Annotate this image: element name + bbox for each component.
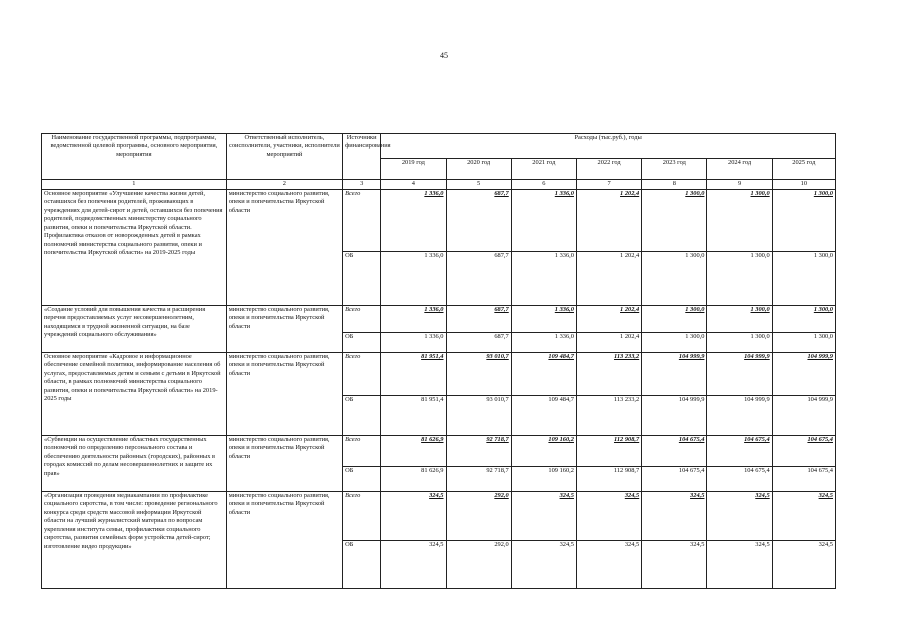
activity-name: «Организация проведения медиакампании по профилактике социального сиротства, в том числе: проведение регионального конкурса среди средств массовой информации Иркутской области на лучший журналистский материал по вопросам укрепления института семьи, профилактики социального сиротства, развития семейных форм устройства детей-сирот; изготовление видео продукции» <box>42 492 227 589</box>
funding-source-ob: ОБ <box>343 396 381 436</box>
ob-value: 324,5 <box>511 541 576 589</box>
ob-value: 324,5 <box>772 541 835 589</box>
budget-table <box>41 133 836 589</box>
total-value: 81 951,4 <box>381 353 446 396</box>
total-value: 1 300,0 <box>772 190 835 252</box>
ob-value: 324,5 <box>642 541 707 589</box>
total-value: 324,5 <box>707 492 772 541</box>
ob-value: 1 300,0 <box>642 333 707 353</box>
column-number: 1 <box>42 180 227 190</box>
column-number: 7 <box>576 180 641 190</box>
ob-value: 1 336,0 <box>511 333 576 353</box>
column-number: 5 <box>446 180 511 190</box>
total-value: 324,5 <box>511 492 576 541</box>
header-year: 2019 год <box>381 159 446 180</box>
funding-source-total: Всего <box>343 190 381 252</box>
ob-value: 1 202,4 <box>576 333 641 353</box>
total-value: 1 336,0 <box>381 306 446 333</box>
total-value: 1 300,0 <box>707 190 772 252</box>
total-value: 1 336,0 <box>511 190 576 252</box>
funding-source-ob: ОБ <box>343 467 381 492</box>
activity-name: Основное мероприятие «Улучшение качества жизни детей, оставшихся без попечения родителей, проживающих в учреждениях для детей-сирот и детей, оставшихся без попечения родителей, подведомственных министерству социального развития, опеки и попечительства Иркутской области. Профилактика отказов от новорожденных детей в рамках полномочий министерства социального развития, опеки и попечительства Иркутской области» на 2019-2025 годы <box>42 190 227 306</box>
ob-value: 104 999,9 <box>772 396 835 436</box>
ob-value: 1 336,0 <box>511 252 576 306</box>
table-row <box>42 190 836 252</box>
ob-value: 109 160,2 <box>511 467 576 492</box>
total-value: 1 300,0 <box>707 306 772 333</box>
ob-value: 81 626,9 <box>381 467 446 492</box>
funding-source-ob: ОБ <box>343 333 381 353</box>
header-responsible: Ответственный исполнитель, соисполнители, участники, исполнители мероприятий <box>226 134 342 180</box>
header-year: 2021 год <box>511 159 576 180</box>
header-year: 2022 год <box>576 159 641 180</box>
responsible-executor: министерство социального развития, опеки и попечительства Иркутской области <box>226 492 342 589</box>
table-body <box>42 190 836 589</box>
total-value: 109 160,2 <box>511 436 576 467</box>
responsible-executor: министерство социального развития, опеки и попечительства Иркутской области <box>226 436 342 492</box>
total-value: 324,5 <box>772 492 835 541</box>
column-number: 4 <box>381 180 446 190</box>
header-program-name: Наименование государственной программы, подпрограммы, ведомственной целевой программы, основного мероприятия, мероприятия <box>42 134 227 180</box>
total-value: 687,7 <box>446 190 511 252</box>
ob-value: 1 336,0 <box>381 333 446 353</box>
responsible-executor: министерство социального развития, опеки и попечительства Иркутской области <box>226 353 342 436</box>
total-value: 1 202,4 <box>576 306 641 333</box>
ob-value: 1 336,0 <box>381 252 446 306</box>
total-value: 81 626,9 <box>381 436 446 467</box>
ob-value: 324,5 <box>381 541 446 589</box>
total-value: 93 010,7 <box>446 353 511 396</box>
funding-source-ob: ОБ <box>343 252 381 306</box>
ob-value: 1 202,4 <box>576 252 641 306</box>
activity-name: Основное мероприятие «Кадровое и информационное обеспечение семейной политики, информирование населения об услугах, предоставляемых детям и семьям с детьми в Иркутской области, в рамках полномочий министерства социального развития, опеки и попечительства Иркутской области» на 2019-2025 годы <box>42 353 227 436</box>
ob-value: 1 300,0 <box>707 252 772 306</box>
column-number: 3 <box>343 180 381 190</box>
header-year: 2020 год <box>446 159 511 180</box>
total-value: 1 336,0 <box>511 306 576 333</box>
ob-value: 92 718,7 <box>446 467 511 492</box>
ob-value: 104 999,9 <box>707 396 772 436</box>
ob-value: 104 675,4 <box>642 467 707 492</box>
total-value: 104 675,4 <box>707 436 772 467</box>
ob-value: 104 675,4 <box>772 467 835 492</box>
ob-value: 1 300,0 <box>642 252 707 306</box>
ob-value: 1 300,0 <box>772 333 835 353</box>
total-value: 104 675,4 <box>642 436 707 467</box>
ob-value: 1 300,0 <box>772 252 835 306</box>
total-value: 104 999,9 <box>772 353 835 396</box>
funding-source-total: Всего <box>343 353 381 396</box>
ob-value: 93 010,7 <box>446 396 511 436</box>
total-value: 104 999,9 <box>642 353 707 396</box>
total-value: 1 202,4 <box>576 190 641 252</box>
total-value: 1 300,0 <box>772 306 835 333</box>
total-value: 324,5 <box>576 492 641 541</box>
ob-value: 687,7 <box>446 252 511 306</box>
total-value: 104 999,9 <box>707 353 772 396</box>
header-year: 2023 год <box>642 159 707 180</box>
ob-value: 324,5 <box>576 541 641 589</box>
header-funding-source: Источники финансирования <box>343 134 381 180</box>
column-number: 2 <box>226 180 342 190</box>
header-year: 2025 год <box>772 159 835 180</box>
header-year: 2024 год <box>707 159 772 180</box>
total-value: 1 336,0 <box>381 190 446 252</box>
column-number: 9 <box>707 180 772 190</box>
ob-value: 104 999,9 <box>642 396 707 436</box>
page-number: 45 <box>440 51 448 60</box>
ob-value: 324,5 <box>707 541 772 589</box>
activity-name: «Субвенции на осуществление областных государственных полномочий по определению персонального состава и обеспечению деятельности районных (городских), районных в городах комиссий по делам несовершеннолетних и защите их прав» <box>42 436 227 492</box>
funding-source-total: Всего <box>343 492 381 541</box>
ob-value: 687,7 <box>446 333 511 353</box>
ob-value: 1 300,0 <box>707 333 772 353</box>
total-value: 324,5 <box>381 492 446 541</box>
ob-value: 113 233,2 <box>576 396 641 436</box>
ob-value: 109 484,7 <box>511 396 576 436</box>
ob-value: 104 675,4 <box>707 467 772 492</box>
total-value: 1 300,0 <box>642 306 707 333</box>
funding-source-total: Всего <box>343 306 381 333</box>
total-value: 113 233,2 <box>576 353 641 396</box>
column-number: 8 <box>642 180 707 190</box>
responsible-executor: министерство социального развития, опеки и попечительства Иркутской области <box>226 190 342 306</box>
funding-source-ob: ОБ <box>343 541 381 589</box>
total-value: 112 908,7 <box>576 436 641 467</box>
ob-value: 292,0 <box>446 541 511 589</box>
funding-source-total: Всего <box>343 436 381 467</box>
total-value: 292,0 <box>446 492 511 541</box>
ob-value: 112 908,7 <box>576 467 641 492</box>
total-value: 109 484,7 <box>511 353 576 396</box>
table-row <box>42 306 836 333</box>
header-expenses: Расходы (тыс.руб.), годы <box>381 134 836 159</box>
total-value: 92 718,7 <box>446 436 511 467</box>
column-number: 6 <box>511 180 576 190</box>
total-value: 324,5 <box>642 492 707 541</box>
ob-value: 81 951,4 <box>381 396 446 436</box>
total-value: 687,7 <box>446 306 511 333</box>
total-value: 104 675,4 <box>772 436 835 467</box>
table-row <box>42 436 836 467</box>
responsible-executor: министерство социального развития, опеки и попечительства Иркутской области <box>226 306 342 353</box>
column-number: 10 <box>772 180 835 190</box>
table-row <box>42 353 836 396</box>
total-value: 1 300,0 <box>642 190 707 252</box>
activity-name: «Создание условий для повышения качества и расширения перечня предоставляемых услуг несовершеннолетним, находящимся в трудной жизненной ситуации, на базе учреждений социального обслуживания» <box>42 306 227 353</box>
table-row <box>42 492 836 541</box>
